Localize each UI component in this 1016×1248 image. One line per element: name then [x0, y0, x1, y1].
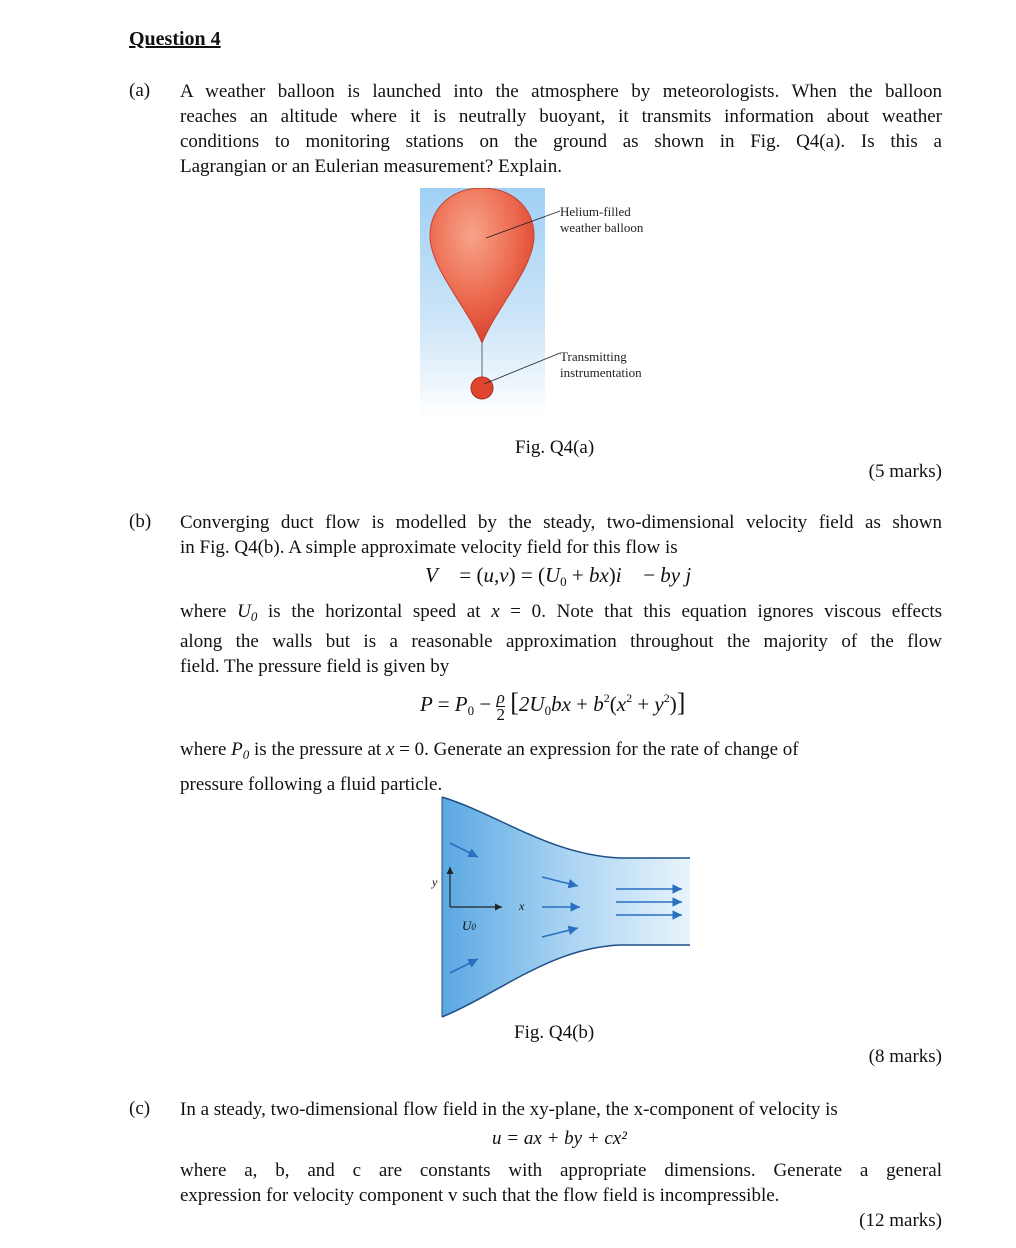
where-p0-note: . Generate an expression for the rate of change of	[424, 739, 799, 760]
part-a-line-1: A weather balloon is launched into the atmosphere by meteorologists. When the balloon	[180, 81, 942, 102]
part-c-line-3: expression for velocity component v such that the flow field is incompressible.	[180, 1185, 780, 1206]
x-axis-label: x	[519, 899, 525, 913]
u-component-equation: u = ax + by + cx²	[492, 1128, 627, 1149]
part-c-line-1: In a steady, two-dimensional flow field in the xy-plane, the x-component of velocity is	[180, 1099, 838, 1120]
where-p0-desc: is the pressure at	[254, 739, 382, 760]
part-b-where-1: where $U_0$ is the horizontal speed at x = 0. Note that this equation ignores viscous effects	[180, 601, 943, 624]
balloon-label-line-1: Helium-filled	[560, 204, 631, 219]
where-u0-note: . Note that this equation ignores viscous effects	[541, 601, 943, 622]
figure-b-caption: Fig. Q4(b)	[514, 1022, 595, 1043]
part-b-line-7: pressure following a fluid particle.	[180, 774, 443, 795]
instrument-package	[471, 377, 493, 399]
balloon-label-line-2: weather balloon	[560, 220, 644, 235]
balloon-label	[560, 204, 643, 236]
part-b-line-1: Converging duct flow is modelled by the steady, two-dimensional velocity field as shown	[180, 512, 942, 533]
part-a-line-4: Lagrangian or an Eulerian measurement? Explain.	[180, 156, 562, 177]
part-c-line-2: where a, b, and c are constants with appropriate dimensions. Generate a general	[180, 1160, 942, 1181]
converging-duct-figure	[420, 795, 700, 1020]
part-c-text	[180, 1158, 942, 1208]
where-u0-desc: is the horizontal speed at	[268, 601, 481, 622]
where-text-2: where	[180, 739, 227, 760]
part-b-where-2: where $P_0$ is the pressure at x = 0. Generate an expression for the rate of change of pressure following a fluid particle.	[180, 737, 942, 797]
part-a-marks: (5 marks)	[868, 461, 942, 482]
y-axis-label: y	[432, 875, 438, 889]
velocity-equation: V⃗ = $(u,v) = (U_0$ + bx)i⃗ − by j⃗	[425, 563, 708, 589]
part-a-label: (a)	[129, 80, 151, 101]
part-b-line-5: field. The pressure field is given by	[180, 656, 450, 677]
part-a-line-3: conditions to monitoring stations on the ground as shown in Fig. Q4(a). Is this a	[180, 131, 942, 152]
part-b-continued	[180, 629, 942, 679]
where-text: where	[180, 601, 227, 622]
part-a-line-2: reaches an altitude where it is neutrally buoyant, it transmits information about weather	[180, 106, 942, 127]
part-b-line-2: in Fig. Q4(b). A simple approximate velocity field for this flow is	[180, 537, 678, 558]
question-title: Question 4	[129, 28, 221, 50]
part-b-marks: (8 marks)	[868, 1046, 942, 1067]
figure-a-caption: Fig. Q4(a)	[515, 437, 595, 458]
part-c-label: (c)	[129, 1098, 151, 1119]
u0-label: U0	[462, 918, 476, 933]
instrument-label-line-2: instrumentation	[560, 365, 642, 380]
instrument-label	[560, 349, 642, 381]
part-a-text	[180, 79, 942, 179]
part-b-label: (b)	[129, 511, 152, 532]
pressure-equation: $P = P_0$ − $\frac{\rho}{2}$ $[2U_0bx + b^2(x^2 + y^2)]$	[420, 687, 686, 724]
part-b-intro	[180, 510, 942, 560]
part-c-marks: (12 marks)	[859, 1210, 942, 1231]
part-b-line-4: along the walls but is a reasonable approximation throughout the majority of the flow	[180, 631, 942, 652]
instrument-label-line-1: Transmitting	[560, 349, 627, 364]
